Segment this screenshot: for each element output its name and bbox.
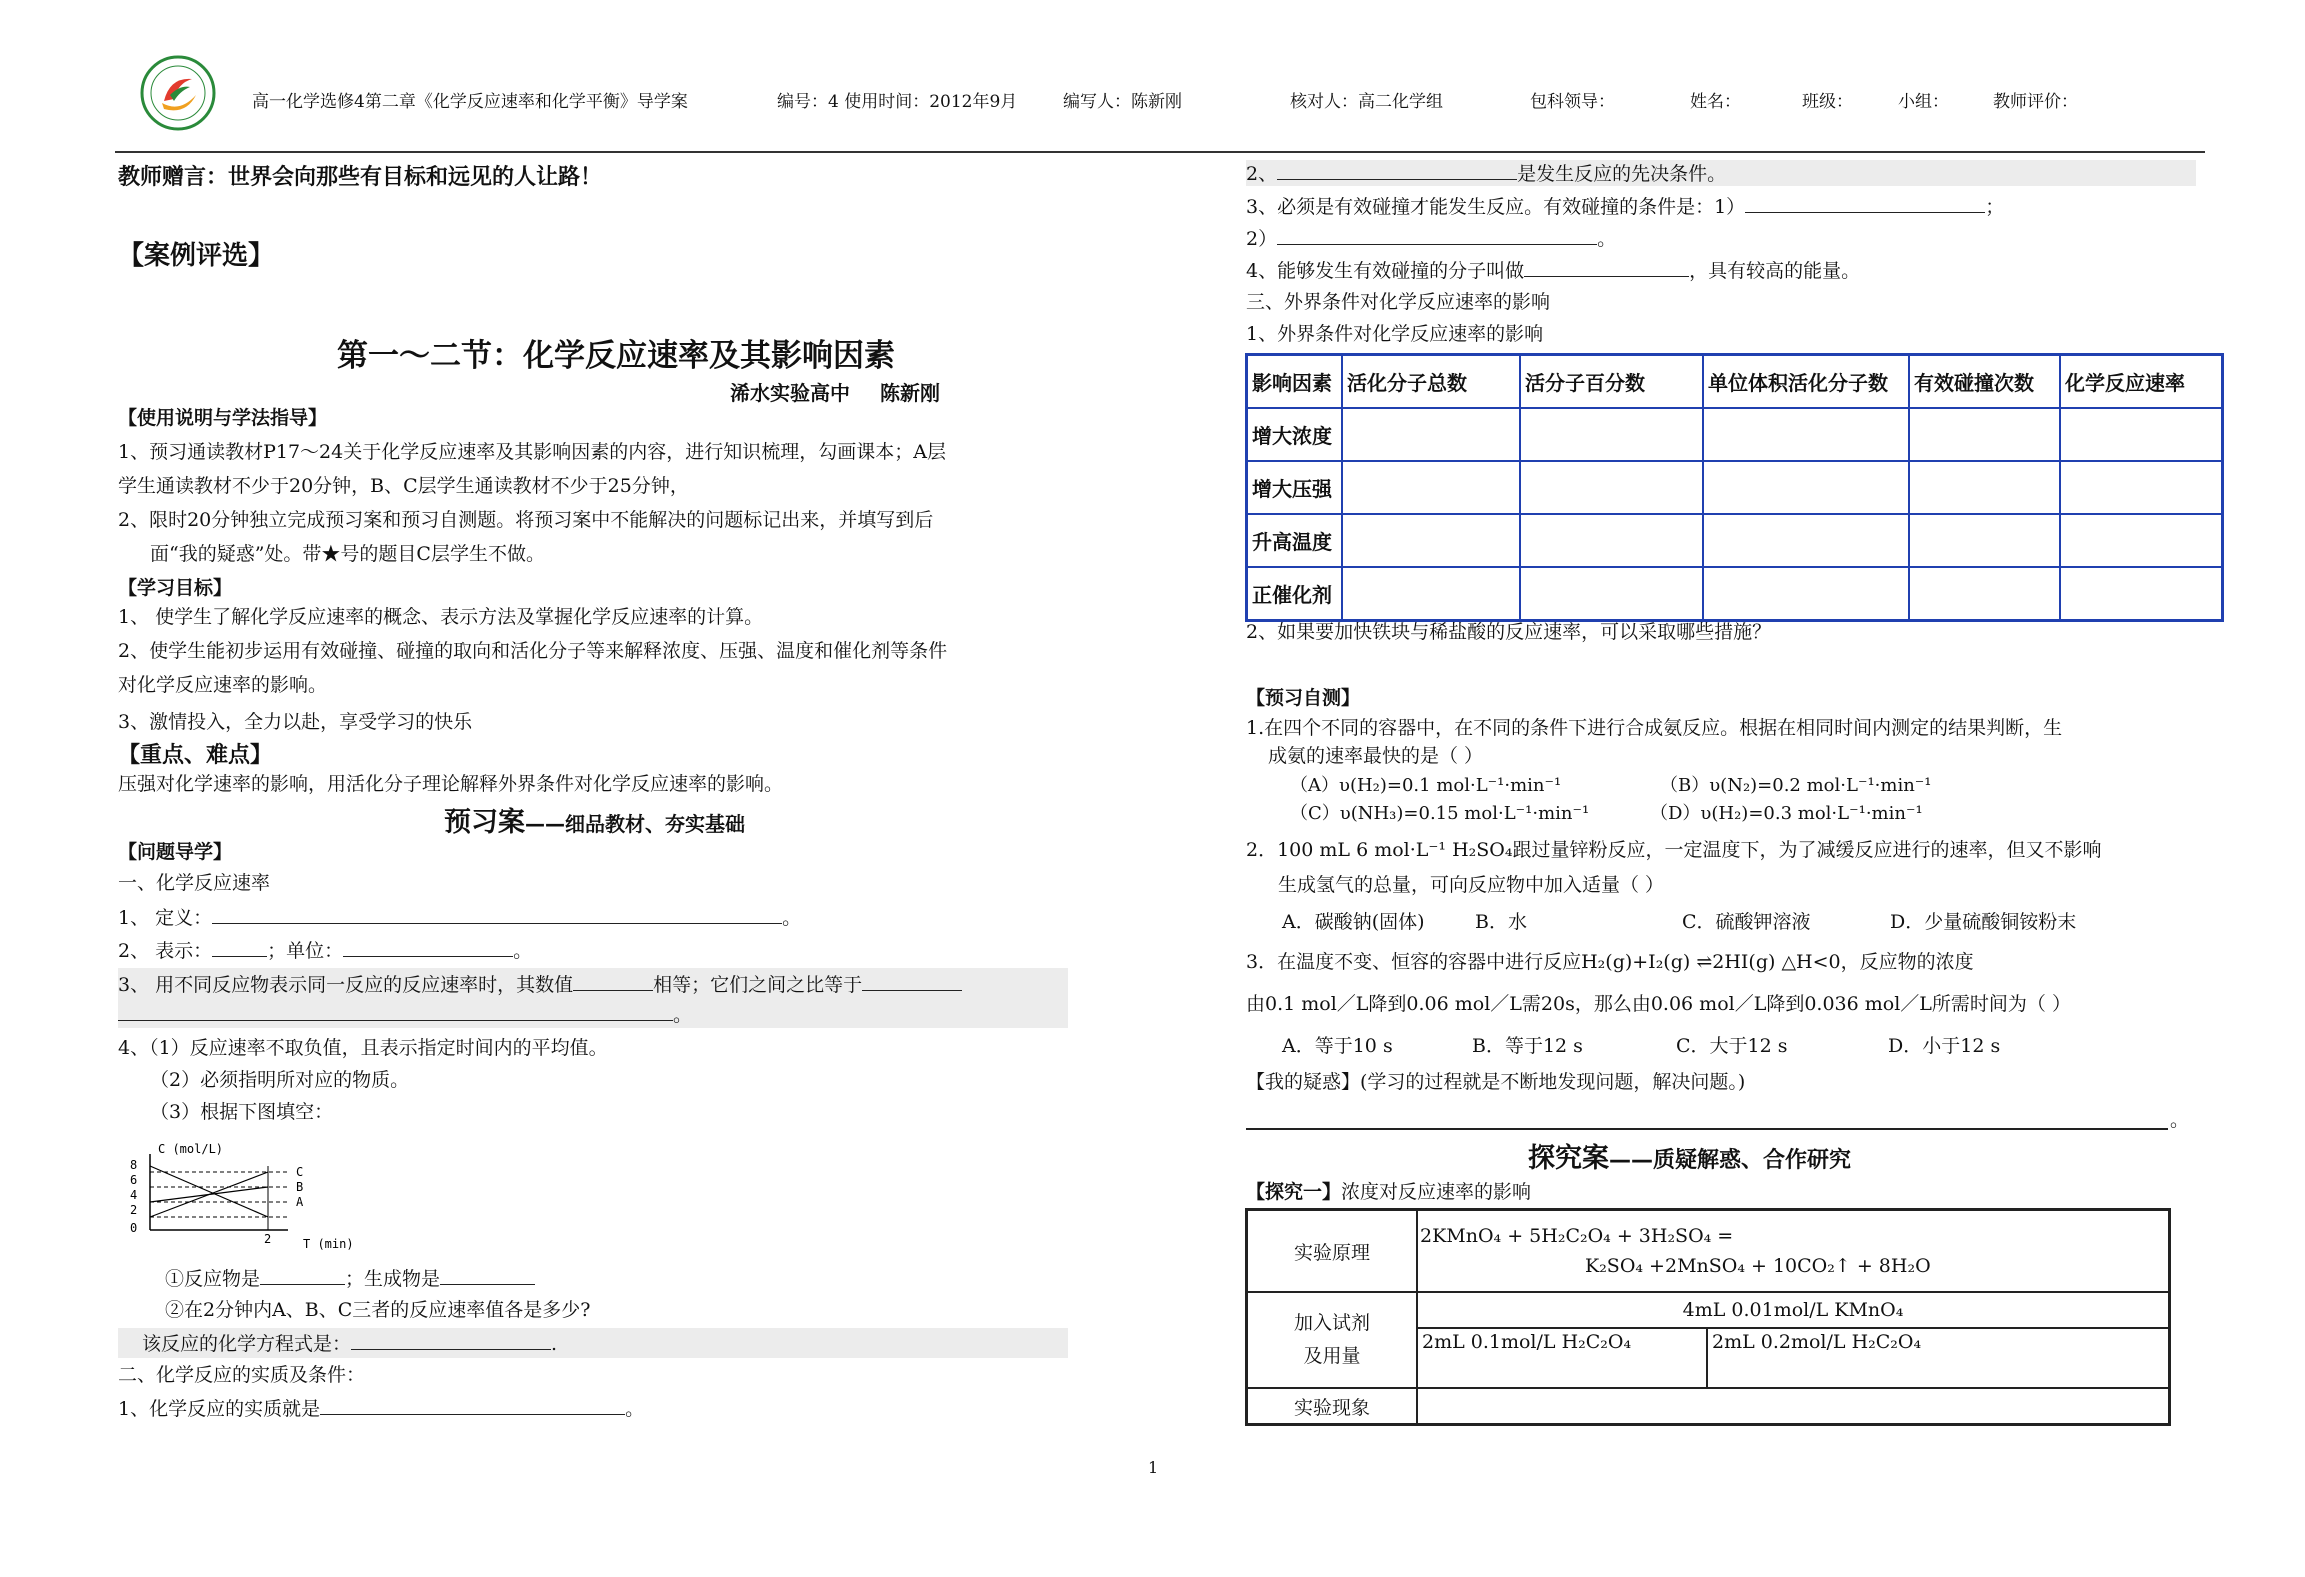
q2-blank-a[interactable] — [212, 938, 267, 957]
motto-text: 世界会向那些有目标和远见的人让路！ — [228, 165, 603, 190]
motto-label: 教师赠言： — [118, 165, 229, 190]
test-2-option-c[interactable]: C．硫酸钾溶液 — [1682, 911, 1811, 933]
svg-text:0: 0 — [130, 1221, 138, 1235]
test-1b: 成氨的速率最快的是（ ） — [1268, 745, 1484, 767]
table-cell[interactable] — [1342, 461, 1520, 514]
th-per-volume: 单位体积活化分子数 — [1703, 355, 1909, 409]
guide-title: 【问题导学】 — [118, 841, 233, 863]
test-3b: 由0.1 mol／L降到0.06 mol／L需20s，那么由0.06 mol／L降到0.036 mol／L所需时间为（ ） — [1246, 993, 2071, 1015]
self-test-title: 【预习自测】 — [1246, 687, 1361, 709]
r2-text: 是发生反应的先决条件。 — [1517, 163, 1727, 185]
school-logo — [140, 55, 216, 131]
table-cell[interactable] — [1703, 461, 1909, 514]
test-2a: 2．100 mL 6 mol·L⁻¹ H₂SO₄跟过量锌粉反应，一定温度下，为了减缓反应进行的速率，但又不影响 — [1246, 839, 2102, 861]
s2q1-label: 1、化学反应的实质就是 — [118, 1398, 321, 1420]
concentration-graph — [128, 1142, 368, 1250]
exp-reagent-kmno4: 4mL 0.01mol/L KMnO₄ — [1417, 1292, 2170, 1328]
q2-blank-b[interactable] — [343, 938, 513, 957]
exp-reagent-oxalic-high: 2mL 0.2mol/L H₂C₂O₄ — [1707, 1328, 2170, 1388]
q3-blank-a[interactable] — [573, 972, 653, 991]
byline — [730, 377, 940, 406]
sub1-label-b: ；生成物是 — [345, 1268, 441, 1290]
r-question-2 — [1246, 160, 2196, 186]
table-cell[interactable] — [2060, 408, 2223, 461]
preview-heading — [444, 800, 745, 839]
table-cell[interactable] — [2060, 461, 2223, 514]
table-cell[interactable] — [1520, 408, 1703, 461]
s2q1-blank[interactable] — [320, 1396, 625, 1415]
factor-table — [1245, 353, 2224, 622]
sub1-label: ①反应物是 — [165, 1268, 261, 1290]
r4-text-b: ，具有较高的能量。 — [1689, 260, 1861, 282]
header-class: 班级： — [1802, 92, 1853, 112]
graph-ylabel: C (mol/L) — [158, 1142, 224, 1156]
r-question-4 — [1246, 258, 1860, 284]
q1-blank[interactable] — [212, 905, 782, 924]
row-label-temperature: 升高温度 — [1247, 514, 1343, 567]
header-leader: 包科领导： — [1530, 92, 1615, 112]
test-2b: 生成氢气的总量，可向反应物中加入适量（ ） — [1278, 874, 1665, 896]
case-title: 【案例评选】 — [118, 241, 275, 271]
eq-label: 该反应的化学方程式是： — [142, 1333, 352, 1355]
test-3-option-c[interactable]: C．大于12 s — [1676, 1035, 1788, 1057]
r3-blank-2[interactable] — [1277, 226, 1597, 245]
explore1-text: 浓度对反应速率的影响 — [1341, 1181, 1532, 1203]
main-title: 第一～二节：化学反应速率及其影响因素 — [337, 338, 895, 374]
test-2-option-d[interactable]: D．少量硫酸铜铵粉末 — [1890, 911, 2077, 933]
r3-blank-1[interactable] — [1745, 194, 1985, 213]
table-cell[interactable] — [1520, 567, 1703, 621]
section-3-title: 三、外界条件对化学反应速率的影响 — [1246, 291, 1551, 313]
header-serial: 编号：4 使用时间：2012年9月 — [777, 92, 1018, 112]
table-row — [1247, 408, 2223, 461]
table-cell[interactable] — [1909, 514, 2060, 567]
equation-question — [118, 1328, 1068, 1358]
usage-title: 【使用说明与学法指导】 — [118, 407, 328, 429]
r3b-label: 2） — [1246, 228, 1278, 250]
header-group: 小组： — [1898, 92, 1949, 112]
exp-eq-line2: K₂SO₄ +2MnSO₄ + 10CO₂↑ + 8H₂O — [1585, 1255, 1931, 1277]
s2q1-end: 。 — [625, 1398, 645, 1420]
test-3-option-a[interactable]: A．等于10 s — [1282, 1035, 1393, 1057]
r3b-end: 。 — [1597, 228, 1617, 250]
s2-question-1 — [118, 1396, 644, 1422]
th-rate: 化学反应速率 — [2060, 355, 2223, 409]
eq-blank[interactable] — [351, 1331, 551, 1350]
table-cell[interactable] — [1342, 567, 1520, 621]
test-3a: 3．在温度不变、恒容的容器中进行反应H₂(g)+I₂(g) ⇌2HI(g) △H<0，反应物的浓度 — [1246, 951, 1974, 973]
svg-text:6: 6 — [130, 1173, 138, 1187]
goal-3: 3、激情投入，全力以赴，享受学习的快乐 — [118, 711, 473, 733]
explore-subtitle: ——质疑解惑、合作研究 — [1609, 1148, 1852, 1173]
doubt-end: 。 — [2170, 1109, 2190, 1131]
table-row — [1247, 1388, 2170, 1425]
header-author: 编写人：陈新刚 — [1063, 92, 1182, 112]
row-label-concentration: 增大浓度 — [1247, 408, 1343, 461]
curve-label-c: C — [296, 1165, 304, 1179]
exp-eq-line1: 2KMnO₄ + 5H₂C₂O₄ + 3H₂SO₄ = — [1420, 1225, 1734, 1247]
exp-principle-label: 实验原理 — [1247, 1210, 1418, 1293]
motto — [118, 160, 602, 191]
table-cell[interactable] — [1703, 567, 1909, 621]
header-evaluation: 教师评价： — [1993, 92, 2078, 112]
r4-text-a: 4、能够发生有效碰撞的分子叫做 — [1246, 260, 1525, 282]
r2-num: 2、 — [1246, 163, 1278, 185]
q4-2: （2）必须指明所对应的物质。 — [150, 1069, 410, 1091]
header-name: 姓名： — [1690, 92, 1741, 112]
table-cell[interactable] — [1703, 408, 1909, 461]
q1-end: 。 — [782, 907, 802, 929]
doubt-blank[interactable] — [1246, 1128, 2168, 1130]
explore-heading — [1528, 1136, 1851, 1175]
exp-principle-equation — [1417, 1210, 2170, 1293]
th-factor: 影响因素 — [1247, 355, 1343, 409]
question-2 — [118, 938, 532, 964]
graph-yticks — [130, 1158, 137, 1235]
q3-blank-b[interactable] — [862, 972, 962, 991]
curve-label-b: B — [296, 1180, 304, 1194]
key-text: 压强对化学速率的影响，用活化分子理论解释外界条件对化学反应速率的影响。 — [118, 773, 784, 795]
usage-2b: 面“我的疑惑”处。带★号的题目C层学生不做。 — [150, 543, 545, 565]
th-effective: 有效碰撞次数 — [1909, 355, 2060, 409]
svg-text:4: 4 — [130, 1188, 138, 1202]
sub1-blank-a[interactable] — [260, 1266, 345, 1285]
r-question-3b — [1246, 226, 1616, 252]
table-row — [1247, 461, 2223, 514]
r3-text: 3、必须是有效碰撞才能发生反应。有效碰撞的条件是：1） — [1246, 196, 1746, 218]
exp-reagent-label-b: 及用量 — [1303, 1345, 1361, 1367]
test-1-option-d[interactable]: （D）υ(H₂)=0.3 mol·L⁻¹·min⁻¹ — [1650, 803, 1923, 824]
goal-2b: 对化学反应速率的影响。 — [118, 674, 328, 696]
question-3 — [118, 968, 1068, 1028]
r3-end: ； — [1985, 196, 2005, 218]
header-rule — [115, 151, 2205, 153]
table-cell[interactable] — [1909, 461, 2060, 514]
q2-end: 。 — [513, 940, 533, 962]
test-1-option-c[interactable]: （C）υ(NH₃)=0.15 mol·L⁻¹·min⁻¹ — [1290, 803, 1590, 824]
test-1a: 1.在四个不同的容器中，在不同的条件下进行合成氨反应。根据在相同时间内测定的结果判断，生 — [1246, 717, 2063, 739]
test-2-option-a[interactable]: A．碳酸钠(固体) — [1282, 911, 1425, 933]
q3-label: 3、 用不同反应物表示同一反应的反应速率时，其数值 — [118, 974, 574, 996]
eq-end: . — [551, 1333, 558, 1355]
page-number: 1 — [1148, 1458, 1159, 1477]
svg-text:2: 2 — [130, 1203, 138, 1217]
r-question-3 — [1246, 194, 2004, 220]
table-cell[interactable] — [1909, 567, 2060, 621]
exp-reagent-oxalic-low: 2mL 0.1mol/L H₂C₂O₄ — [1417, 1328, 1707, 1388]
usage-1b: 学生通读教材不少于20分钟，B、C层学生通读教材不少于25分钟， — [118, 475, 689, 497]
goal-1: 1、 使学生了解化学反应速率的概念、表示方法及掌握化学反应速率的计算。 — [118, 606, 764, 628]
table-cell[interactable] — [1703, 514, 1909, 567]
q2-unit-label: ；单位： — [267, 940, 344, 962]
experiment-table — [1245, 1208, 2171, 1426]
exp-observation-cell[interactable] — [1417, 1388, 2170, 1425]
row-label-catalyst: 正催化剂 — [1247, 567, 1343, 621]
r2-blank[interactable] — [1277, 161, 1517, 180]
exp-reagent-label — [1247, 1292, 1418, 1388]
teacher-name: 陈新刚 — [880, 381, 940, 405]
sub-question-1 — [165, 1266, 535, 1292]
q4-3: （3）根据下图填空： — [150, 1101, 334, 1123]
table-cell[interactable] — [1342, 514, 1520, 567]
usage-1a: 1、预习通读教材P17～24关于化学反应速率及其影响因素的内容，进行知识梳理，勾画课本；A层 — [118, 441, 946, 463]
explore1-label: 【探究一】 — [1246, 1181, 1342, 1203]
goal-2a: 2、使学生能初步运用有效碰撞、碰撞的取向和活化分子等来解释浓度、压强、温度和催化剂等条件 — [118, 640, 948, 662]
table-row — [1247, 1210, 2170, 1293]
sub-question-2: ②在2分钟内A、B、C三者的反应速率值各是多少? — [165, 1299, 591, 1321]
q2-label: 2、 表示： — [118, 940, 213, 962]
header-reviewer: 核对人：高二化学组 — [1290, 92, 1443, 112]
sub1-blank-b[interactable] — [440, 1266, 535, 1285]
question-1 — [118, 905, 801, 931]
preview-title: 预习案 — [444, 807, 525, 838]
section-2-title: 二、化学反应的实质及条件： — [118, 1364, 366, 1386]
table-cell[interactable] — [1520, 514, 1703, 567]
my-doubt: 【我的疑惑】(学习的过程就是不断地发现问题，解决问题。) — [1246, 1071, 1746, 1093]
th-total: 活化分子总数 — [1342, 355, 1520, 409]
section-1-title: 一、化学反应速率 — [118, 872, 271, 894]
q4-1: 4、（1）反应速率不取负值，且表示指定时间内的平均值。 — [118, 1037, 608, 1059]
curve-label-a: A — [296, 1195, 304, 1209]
table-cell[interactable] — [2060, 514, 2223, 567]
section-3-2: 2、如果要加快铁块与稀盐酸的反应速率，可以采取哪些措施？ — [1246, 621, 1772, 643]
table-cell[interactable] — [1342, 408, 1520, 461]
exp-reagent-label-a: 加入试剂 — [1293, 1312, 1370, 1334]
test-1-option-a[interactable]: （A）υ(H₂)=0.1 mol·L⁻¹·min⁻¹ — [1290, 775, 1562, 796]
th-percent: 活分子百分数 — [1520, 355, 1703, 409]
explore-title: 探究案 — [1528, 1143, 1609, 1174]
school-name: 浠水实验高中 — [730, 381, 850, 405]
factor-table-header — [1247, 355, 2223, 409]
q3-label-b: 相等；它们之间之比等于 — [653, 974, 863, 996]
test-3-option-d[interactable]: D．小于12 s — [1888, 1035, 2001, 1057]
exp-observation-label: 实验现象 — [1247, 1388, 1418, 1425]
test-3-option-b[interactable]: B．等于12 s — [1472, 1035, 1583, 1057]
table-cell[interactable] — [1909, 408, 2060, 461]
usage-2a: 2、限时20分钟独立完成预习案和预习自测题。将预习案中不能解决的问题标记出来，并填写到后 — [118, 509, 934, 531]
preview-subtitle: ——细品教材、夯实基础 — [525, 812, 745, 836]
table-cell[interactable] — [1520, 461, 1703, 514]
key-title: 【重点、难点】 — [118, 743, 273, 768]
r4-blank[interactable] — [1524, 258, 1689, 277]
section-3-1: 1、外界条件对化学反应速率的影响 — [1246, 323, 1544, 345]
row-label-pressure: 增大压强 — [1247, 461, 1343, 514]
table-row — [1247, 514, 2223, 567]
test-2-option-b[interactable]: B．水 — [1475, 911, 1527, 933]
header-course: 高一化学选修4第二章《化学反应速率和化学平衡》导学案 — [252, 92, 688, 112]
goals-title: 【学习目标】 — [118, 577, 233, 599]
table-row — [1247, 1292, 2170, 1328]
table-cell[interactable] — [2060, 567, 2223, 621]
table-row — [1247, 567, 2223, 621]
graph-xlabel: T (min) — [303, 1237, 354, 1250]
test-1-option-b[interactable]: （B）υ(N₂)=0.2 mol·L⁻¹·min⁻¹ — [1660, 775, 1932, 796]
q3-end: 。 — [673, 1004, 693, 1026]
q1-label: 1、 定义： — [118, 907, 213, 929]
graph-xtick: 2 — [264, 1232, 272, 1246]
q3-blank-c[interactable] — [118, 1002, 673, 1021]
explore-1 — [1246, 1180, 1531, 1205]
svg-text:8: 8 — [130, 1158, 138, 1172]
